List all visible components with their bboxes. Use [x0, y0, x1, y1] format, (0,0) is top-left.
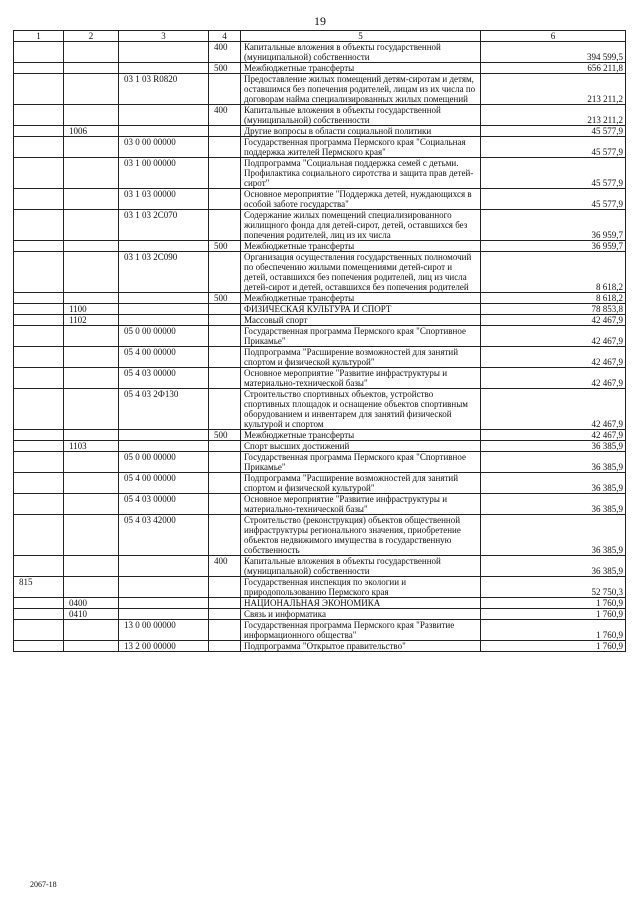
table-row: [14, 347, 626, 368]
table-row: [14, 326, 626, 347]
expense-type-cell: [209, 126, 241, 137]
item-name-cell: Государственная инспекция по экологии и природопользованию Пермского края: [241, 577, 481, 598]
amount-cell: 213 211,2: [481, 74, 626, 105]
target-article-cell: 03 1 03 2С070: [119, 210, 209, 241]
admin-code-cell: [14, 189, 64, 210]
table-row: [14, 556, 626, 577]
admin-code-cell: [14, 430, 64, 441]
item-name-cell: Подпрограмма "Социальная поддержка семей с детьми. Профилактика социального сиротства и защита прав детей-сирот": [241, 158, 481, 189]
amount-cell: 8 618,2: [481, 293, 626, 304]
item-name-cell: Подпрограмма "Открытое правительство": [241, 641, 481, 652]
table-row: [14, 315, 626, 326]
admin-code-cell: [14, 494, 64, 515]
admin-code-cell: [14, 293, 64, 304]
expense-type-cell: 400: [209, 105, 241, 126]
section-code-cell: [64, 105, 119, 126]
target-article-cell: [119, 430, 209, 441]
item-name-cell: Межбюджетные трансферты: [241, 293, 481, 304]
item-name-cell: Подпрограмма "Расширение возможностей для занятий спортом и физической культурой": [241, 473, 481, 494]
column-header: 1: [14, 31, 64, 42]
amount-cell: 1 760,9: [481, 598, 626, 609]
expense-type-cell: 500: [209, 293, 241, 304]
amount-cell: 42 467,9: [481, 430, 626, 441]
target-article-cell: [119, 63, 209, 74]
admin-code-cell: [14, 452, 64, 473]
amount-cell: 213 211,2: [481, 105, 626, 126]
target-article-cell: [119, 293, 209, 304]
amount-cell: 45 577,9: [481, 126, 626, 137]
amount-cell: 52 750,3: [481, 577, 626, 598]
section-code-cell: [64, 241, 119, 252]
item-name-cell: Связь и информатика: [241, 609, 481, 620]
section-code-cell: [64, 368, 119, 389]
amount-cell: 42 467,9: [481, 315, 626, 326]
target-article-cell: 05 4 03 00000: [119, 494, 209, 515]
table-row: [14, 304, 626, 315]
item-name-cell: Капитальные вложения в объекты государственной (муниципальной) собственности: [241, 42, 481, 63]
target-article-cell: [119, 315, 209, 326]
admin-code-cell: [14, 441, 64, 452]
section-code-cell: 1102: [64, 315, 119, 326]
target-article-cell: 05 4 03 00000: [119, 368, 209, 389]
table-row: [14, 609, 626, 620]
item-name-cell: Государственная программа Пермского края "Социальная поддержка жителей Пермского края": [241, 137, 481, 158]
target-article-cell: [119, 577, 209, 598]
admin-code-cell: [14, 598, 64, 609]
target-article-cell: 03 1 03 00000: [119, 189, 209, 210]
section-code-cell: 1100: [64, 304, 119, 315]
admin-code-cell: [14, 304, 64, 315]
admin-code-cell: [14, 326, 64, 347]
amount-cell: 36 959,7: [481, 210, 626, 241]
expense-type-cell: [209, 304, 241, 315]
admin-code-cell: [14, 126, 64, 137]
header-row: [14, 31, 626, 42]
admin-code-cell: [14, 63, 64, 74]
section-code-cell: 0400: [64, 598, 119, 609]
amount-cell: 656 211,8: [481, 63, 626, 74]
column-header: 3: [119, 31, 209, 42]
table-row: [14, 389, 626, 430]
section-code-cell: [64, 389, 119, 430]
item-name-cell: ФИЗИЧЕСКАЯ КУЛЬТУРА И СПОРТ: [241, 304, 481, 315]
admin-code-cell: [14, 368, 64, 389]
item-name-cell: Межбюджетные трансферты: [241, 63, 481, 74]
target-article-cell: 05 0 00 00000: [119, 452, 209, 473]
target-article-cell: [119, 304, 209, 315]
page-number: 19: [314, 14, 326, 28]
section-code-cell: [64, 210, 119, 241]
section-code-cell: [64, 556, 119, 577]
section-code-cell: [64, 473, 119, 494]
target-article-cell: [119, 441, 209, 452]
expense-type-cell: 500: [209, 63, 241, 74]
section-code-cell: [64, 158, 119, 189]
item-name-cell: НАЦИОНАЛЬНАЯ ЭКОНОМИКА: [241, 598, 481, 609]
target-article-cell: [119, 609, 209, 620]
target-article-cell: 03 0 00 00000: [119, 137, 209, 158]
item-name-cell: Межбюджетные трансферты: [241, 241, 481, 252]
item-name-cell: Спорт высших достижений: [241, 441, 481, 452]
section-code-cell: [64, 347, 119, 368]
expense-type-cell: 400: [209, 556, 241, 577]
expense-type-cell: [209, 441, 241, 452]
table-row: [14, 452, 626, 473]
admin-code-cell: [14, 252, 64, 293]
section-code-cell: [64, 293, 119, 304]
target-article-cell: [119, 556, 209, 577]
admin-code-cell: [14, 620, 64, 641]
amount-cell: 8 618,2: [481, 252, 626, 293]
amount-cell: 1 760,9: [481, 641, 626, 652]
table-row: [14, 515, 626, 556]
amount-cell: 45 577,9: [481, 137, 626, 158]
expense-type-cell: [209, 347, 241, 368]
item-name-cell: Содержание жилых помещений специализированного жилищного фонда для детей-сирот, детей, оставшихся без попечения родителей, лиц из их числа: [241, 210, 481, 241]
target-article-cell: 03 1 03 2С090: [119, 252, 209, 293]
admin-code-cell: [14, 556, 64, 577]
item-name-cell: Организация осуществления государственных полномочий по обеспечению жилыми помещениями детей-сирот и детей, оставшихся без попечения родителей, лиц из числа детей-сирот и детей, оставшихся без попечения родителей: [241, 252, 481, 293]
amount-cell: 1 760,9: [481, 609, 626, 620]
admin-code-cell: [14, 641, 64, 652]
table-row: [14, 252, 626, 293]
admin-code-cell: [14, 105, 64, 126]
expense-type-cell: [209, 598, 241, 609]
section-code-cell: [64, 430, 119, 441]
item-name-cell: Основное мероприятие "Поддержка детей, нуждающихся в особой заботе государства": [241, 189, 481, 210]
column-header: 2: [64, 31, 119, 42]
table-row: [14, 441, 626, 452]
item-name-cell: Строительство (реконструкция) объектов общественной инфраструктуры регионального значения, приобретение объектов недвижимого имущества в государственную собственность: [241, 515, 481, 556]
amount-cell: 45 577,9: [481, 189, 626, 210]
item-name-cell: Предоставление жилых помещений детям-сиротам и детям, оставшимся без попечения родителей, лицам из их числа по договорам найма специализированных жилых помещений: [241, 74, 481, 105]
section-code-cell: [64, 620, 119, 641]
footer-code: 2067-18: [30, 880, 57, 889]
expense-type-cell: [209, 315, 241, 326]
section-code-cell: 1103: [64, 441, 119, 452]
table-row: [14, 641, 626, 652]
admin-code-cell: [14, 241, 64, 252]
target-article-cell: 03 1 03 R0820: [119, 74, 209, 105]
table-row: [14, 598, 626, 609]
table-row: [14, 293, 626, 304]
amount-cell: 42 467,9: [481, 389, 626, 430]
item-name-cell: Государственная программа Пермского края "Спортивное Прикамье": [241, 326, 481, 347]
item-name-cell: Капитальные вложения в объекты государственной (муниципальной) собственности: [241, 556, 481, 577]
target-article-cell: [119, 598, 209, 609]
section-code-cell: [64, 494, 119, 515]
admin-code-cell: [14, 389, 64, 430]
item-name-cell: Массовый спорт: [241, 315, 481, 326]
expense-type-cell: [209, 189, 241, 210]
expense-type-cell: 400: [209, 42, 241, 63]
section-code-cell: [64, 63, 119, 74]
amount-cell: 36 385,9: [481, 473, 626, 494]
amount-cell: 36 385,9: [481, 494, 626, 515]
amount-cell: 36 959,7: [481, 241, 626, 252]
item-name-cell: Основное мероприятие "Развитие инфраструктуры и материально-технической базы": [241, 368, 481, 389]
admin-code-cell: [14, 315, 64, 326]
amount-cell: 36 385,9: [481, 556, 626, 577]
table-row: [14, 473, 626, 494]
expense-type-cell: [209, 473, 241, 494]
table-row: [14, 368, 626, 389]
amount-cell: 42 467,9: [481, 326, 626, 347]
section-code-cell: [64, 252, 119, 293]
section-code-cell: 1006: [64, 126, 119, 137]
amount-cell: 1 760,9: [481, 620, 626, 641]
amount-cell: 45 577,9: [481, 158, 626, 189]
expense-type-cell: [209, 494, 241, 515]
expense-type-cell: [209, 252, 241, 293]
target-article-cell: 13 2 00 00000: [119, 641, 209, 652]
item-name-cell: Другие вопросы в области социальной политики: [241, 126, 481, 137]
admin-code-cell: 815: [14, 577, 64, 598]
section-code-cell: [64, 452, 119, 473]
amount-cell: 42 467,9: [481, 347, 626, 368]
section-code-cell: [64, 42, 119, 63]
expense-type-cell: [209, 210, 241, 241]
admin-code-cell: [14, 74, 64, 105]
item-name-cell: Государственная программа Пермского края "Развитие информационного общества": [241, 620, 481, 641]
expense-type-cell: [209, 74, 241, 105]
target-article-cell: 05 4 03 42000: [119, 515, 209, 556]
admin-code-cell: [14, 158, 64, 189]
column-header: 6: [481, 31, 626, 42]
column-header: 5: [241, 31, 481, 42]
target-article-cell: 05 0 00 00000: [119, 326, 209, 347]
section-code-cell: [64, 74, 119, 105]
amount-cell: 42 467,9: [481, 368, 626, 389]
target-article-cell: [119, 42, 209, 63]
table-row: [14, 241, 626, 252]
section-code-cell: 0410: [64, 609, 119, 620]
target-article-cell: 05 4 00 00000: [119, 473, 209, 494]
expense-type-cell: [209, 137, 241, 158]
table-row: [14, 74, 626, 105]
expense-type-cell: [209, 452, 241, 473]
item-name-cell: Межбюджетные трансферты: [241, 430, 481, 441]
expense-type-cell: [209, 577, 241, 598]
admin-code-cell: [14, 473, 64, 494]
table-row: [14, 105, 626, 126]
expense-type-cell: [209, 158, 241, 189]
table-row: [14, 577, 626, 598]
table-row: [14, 42, 626, 63]
section-code-cell: [64, 641, 119, 652]
target-article-cell: [119, 241, 209, 252]
admin-code-cell: [14, 137, 64, 158]
expense-type-cell: 500: [209, 430, 241, 441]
admin-code-cell: [14, 515, 64, 556]
item-name-cell: Основное мероприятие "Развитие инфраструктуры и материально-технической базы": [241, 494, 481, 515]
table-row: [14, 210, 626, 241]
target-article-cell: 03 1 00 00000: [119, 158, 209, 189]
expense-type-cell: [209, 620, 241, 641]
expense-type-cell: [209, 326, 241, 347]
section-code-cell: [64, 137, 119, 158]
amount-cell: 36 385,9: [481, 515, 626, 556]
amount-cell: 394 599,5: [481, 42, 626, 63]
budget-table: [13, 30, 626, 652]
expense-type-cell: [209, 368, 241, 389]
section-code-cell: [64, 515, 119, 556]
table-row: [14, 137, 626, 158]
section-code-cell: [64, 189, 119, 210]
expense-type-cell: [209, 515, 241, 556]
column-header: 4: [209, 31, 241, 42]
admin-code-cell: [14, 347, 64, 368]
section-code-cell: [64, 326, 119, 347]
table-row: [14, 430, 626, 441]
table-row: [14, 63, 626, 74]
amount-cell: 78 853,8: [481, 304, 626, 315]
table-row: [14, 126, 626, 137]
admin-code-cell: [14, 210, 64, 241]
expense-type-cell: [209, 641, 241, 652]
target-article-cell: 13 0 00 00000: [119, 620, 209, 641]
amount-cell: 36 385,9: [481, 452, 626, 473]
table-row: [14, 158, 626, 189]
item-name-cell: Капитальные вложения в объекты государственной (муниципальной) собственности: [241, 105, 481, 126]
item-name-cell: Государственная программа Пермского края "Спортивное Прикамье": [241, 452, 481, 473]
target-article-cell: [119, 126, 209, 137]
expense-type-cell: [209, 609, 241, 620]
table-row: [14, 620, 626, 641]
target-article-cell: 05 4 03 2Ф130: [119, 389, 209, 430]
amount-cell: 36 385,9: [481, 441, 626, 452]
admin-code-cell: [14, 609, 64, 620]
item-name-cell: Строительство спортивных объектов, устройство спортивных площадок и оснащение объектов спортивным оборудованием и инвентарем для занятий физической культурой и спортом: [241, 389, 481, 430]
table-row: [14, 494, 626, 515]
target-article-cell: 05 4 00 00000: [119, 347, 209, 368]
admin-code-cell: [14, 42, 64, 63]
table-row: [14, 189, 626, 210]
expense-type-cell: [209, 389, 241, 430]
expense-type-cell: 500: [209, 241, 241, 252]
item-name-cell: Подпрограмма "Расширение возможностей для занятий спортом и физической культурой": [241, 347, 481, 368]
target-article-cell: [119, 105, 209, 126]
section-code-cell: [64, 577, 119, 598]
